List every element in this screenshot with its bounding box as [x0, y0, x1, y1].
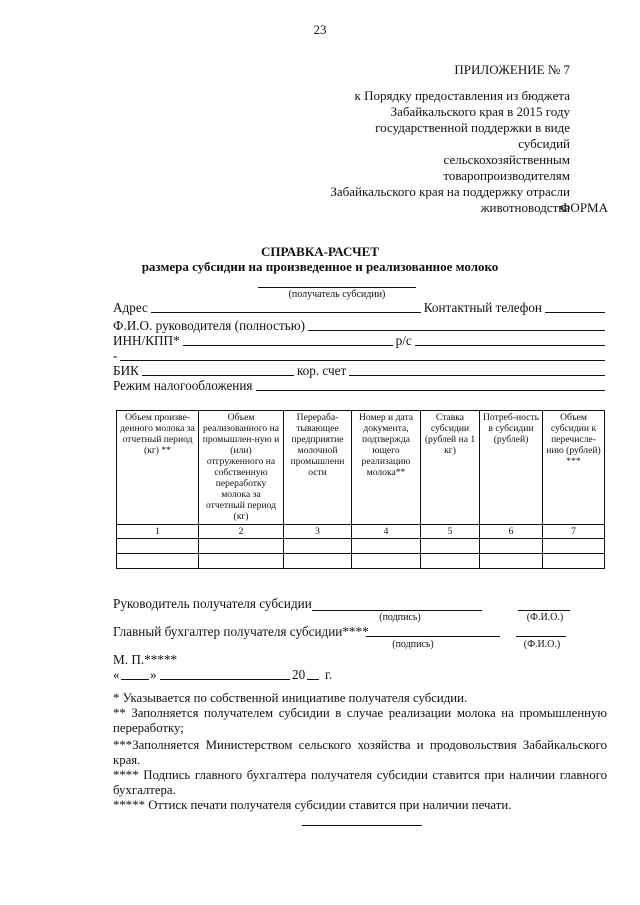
- footnote: ***** Оттиск печати получателя субсидии ставится при наличии печати.: [113, 798, 512, 812]
- column-header: Потреб-ность в субсидии (рублей): [480, 411, 543, 525]
- column-header: Объем реализованного на промышлен-ную и (или) отгруженного на собственную переработку молока за отчетный период (кг): [199, 411, 284, 525]
- account-continuation-field[interactable]: [120, 360, 605, 361]
- account-label: р/с: [395, 333, 412, 348]
- inn-field[interactable]: [183, 345, 393, 346]
- recipient-caption: (получатель субсидии): [288, 289, 386, 300]
- column-header: Ставка субсидии (рублей на 1 кг): [421, 411, 480, 525]
- inn-row: [113, 333, 605, 349]
- column-header: Номер и дата документа, подтвержда ющего реализацию молока**: [352, 411, 421, 525]
- tax-row: [113, 378, 605, 394]
- date-month-field[interactable]: [160, 679, 290, 680]
- column-number-row: [117, 525, 605, 539]
- table-header-row: [117, 411, 605, 525]
- name-caption: (Ф.И.О.): [523, 639, 561, 650]
- appendix-line: животноводства: [480, 200, 570, 215]
- accountant-name-field[interactable]: [516, 636, 566, 637]
- head-signature-field[interactable]: [312, 610, 482, 611]
- date-year-field[interactable]: [307, 679, 319, 680]
- footnote: **** Подпись главного бухгалтера получателя субсидии ставится при наличии главного бухгалтера.: [113, 768, 607, 797]
- date-close-quote: »: [150, 667, 157, 682]
- column-number: 1: [117, 525, 199, 539]
- column-number: 3: [284, 525, 352, 539]
- head-name-field[interactable]: [308, 330, 605, 331]
- head-name-label: Ф.И.О. руководителя (полностью): [113, 318, 305, 333]
- tax-mode-field[interactable]: [256, 390, 606, 391]
- phone-field[interactable]: [545, 312, 605, 313]
- bik-row: [113, 363, 605, 379]
- inn-label: ИНН/КПП*: [113, 333, 180, 348]
- sign-caption: (подпись): [379, 612, 421, 623]
- table-cell[interactable]: [117, 554, 199, 569]
- appendix-block: [330, 62, 570, 216]
- head-name-row: [113, 318, 605, 334]
- table-cell[interactable]: [352, 539, 421, 554]
- page-number: 23: [313, 22, 327, 37]
- column-number: 2: [199, 525, 284, 539]
- footnote: * Указывается по собственной инициативе получателя субсидии.: [113, 691, 468, 705]
- name-caption: (Ф.И.О.): [526, 612, 564, 623]
- corr-account-label: кор. счет: [296, 363, 347, 378]
- table-cell[interactable]: [421, 554, 480, 569]
- appendix-line: Забайкальского края на поддержку отрасли: [330, 184, 570, 199]
- column-number: 4: [352, 525, 421, 539]
- table-cell[interactable]: [543, 539, 605, 554]
- table-cell[interactable]: [421, 539, 480, 554]
- date-day-field[interactable]: [121, 679, 149, 680]
- address-row: [113, 300, 605, 316]
- account-continuation-row: [113, 348, 605, 364]
- date-year-prefix: 20: [292, 667, 306, 682]
- table-cell[interactable]: [284, 539, 352, 554]
- document-title: СПРАВКА-РАСЧЕТ: [261, 244, 379, 259]
- table-row: [117, 554, 605, 569]
- appendix-line: государственной поддержки в виде субсидий: [375, 120, 570, 151]
- column-header: Объем произве-денного молока за отчетный период (кг) **: [117, 411, 199, 525]
- form-label: ФОРМА: [560, 200, 608, 215]
- accountant-signature-label: Главный бухгалтер получателя субсидии****: [113, 624, 369, 639]
- column-number: 5: [421, 525, 480, 539]
- column-number: 7: [543, 525, 605, 539]
- table-cell[interactable]: [480, 554, 543, 569]
- column-number: 6: [480, 525, 543, 539]
- bik-field[interactable]: [142, 375, 294, 376]
- corr-account-field[interactable]: [349, 375, 605, 376]
- table-cell[interactable]: [284, 554, 352, 569]
- calculation-table: [116, 410, 605, 569]
- dash-label: -: [113, 348, 118, 363]
- column-header: Перераба-тывающее предприятие молочной промышленн ости: [284, 411, 352, 525]
- date-year-suffix: г.: [325, 667, 333, 682]
- document-subtitle: размера субсидии на произведенное и реализованное молоко: [141, 259, 499, 274]
- table-cell[interactable]: [199, 554, 284, 569]
- head-name-sign-field[interactable]: [518, 610, 570, 611]
- footnote: ***Заполняется Министерством сельского хозяйства и продовольствия Забайкальского края.: [113, 738, 607, 767]
- recipient-line[interactable]: [258, 287, 416, 288]
- table-row: [117, 539, 605, 554]
- appendix-title: ПРИЛОЖЕНИЕ № 7: [454, 62, 570, 77]
- table-cell[interactable]: [117, 539, 199, 554]
- bik-label: БИК: [113, 363, 139, 378]
- column-header: Объем субсидии к перечисле-нию (рублей) ***: [543, 411, 605, 525]
- phone-label: Контактный телефон: [423, 300, 542, 315]
- table-cell[interactable]: [352, 554, 421, 569]
- head-signature-label: Руководитель получателя субсидии: [113, 596, 312, 611]
- end-separator: [302, 825, 422, 826]
- stamp-label: М. П.*****: [113, 652, 178, 667]
- appendix-line: Забайкальского края в 2015 году: [390, 104, 570, 119]
- tax-mode-label: Режим налогообложения: [113, 378, 253, 393]
- appendix-line: сельскохозяйственным товаропроизводителям: [443, 152, 570, 183]
- address-field[interactable]: [151, 312, 421, 313]
- account-field[interactable]: [415, 345, 605, 346]
- footnote: ** Заполняется получателем субсидии в случае реализации молока на промышленную переработку;: [113, 706, 607, 735]
- sign-caption: (подпись): [392, 639, 434, 650]
- address-label: Адрес: [113, 300, 148, 315]
- table-cell[interactable]: [480, 539, 543, 554]
- appendix-line: к Порядку предоставления из бюджета: [354, 88, 570, 103]
- table-cell[interactable]: [543, 554, 605, 569]
- table-cell[interactable]: [199, 539, 284, 554]
- accountant-signature-field[interactable]: [366, 636, 500, 637]
- date-open-quote: «: [113, 667, 120, 682]
